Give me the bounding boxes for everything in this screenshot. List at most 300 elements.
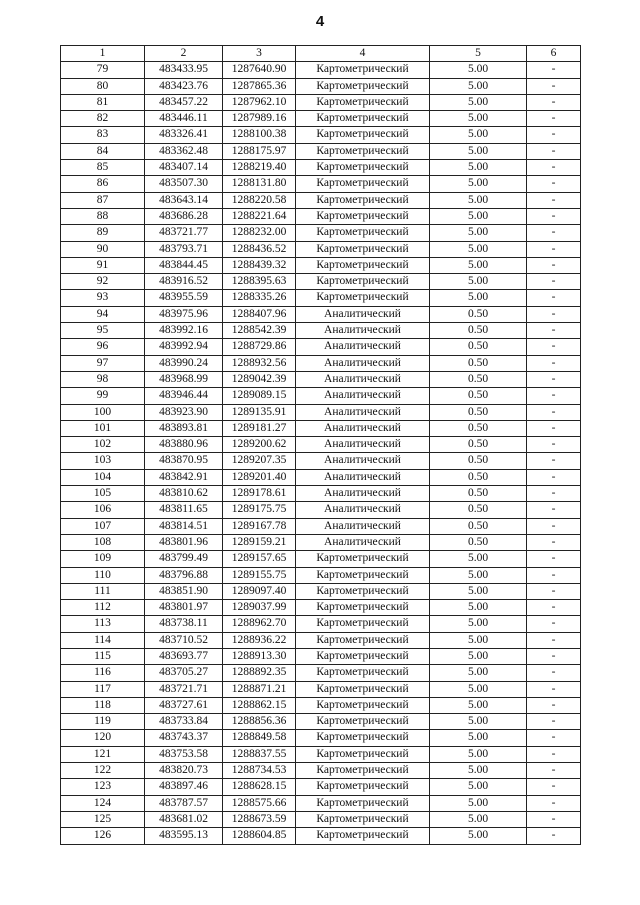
accuracy-cell: 0.50 [430,388,527,404]
description-cell: - [527,453,581,469]
method-cell: Картометрический [296,795,430,811]
header-cell-x-coordinate: 2 [145,46,223,62]
y-coordinate-cell: 1289157.65 [223,551,296,567]
table-row [61,469,581,485]
x-coordinate-cell: 483992.94 [145,339,223,355]
method-cell: Картометрический [296,94,430,110]
table-row [61,257,581,273]
table-row [61,730,581,746]
accuracy-cell: 5.00 [430,551,527,567]
accuracy-cell: 5.00 [430,111,527,127]
description-cell: - [527,257,581,273]
accuracy-cell: 5.00 [430,681,527,697]
accuracy-cell: 5.00 [430,763,527,779]
y-coordinate-cell: 1289097.40 [223,583,296,599]
description-cell: - [527,469,581,485]
point-number-cell: 118 [61,697,145,713]
point-number-cell: 114 [61,632,145,648]
table-row [61,714,581,730]
x-coordinate-cell: 483507.30 [145,176,223,192]
y-coordinate-cell: 1288734.53 [223,763,296,779]
accuracy-cell: 0.50 [430,404,527,420]
point-number-cell: 102 [61,437,145,453]
point-number-cell: 103 [61,453,145,469]
method-cell: Аналитический [296,371,430,387]
table-row [61,274,581,290]
point-number-cell: 85 [61,160,145,176]
table-row [61,763,581,779]
table-row [61,518,581,534]
table-row [61,127,581,143]
description-cell: - [527,111,581,127]
table-row [61,746,581,762]
method-cell: Аналитический [296,355,430,371]
description-cell: - [527,62,581,78]
accuracy-cell: 5.00 [430,600,527,616]
y-coordinate-cell: 1288100.38 [223,127,296,143]
y-coordinate-cell: 1288837.55 [223,746,296,762]
accuracy-cell: 0.50 [430,469,527,485]
accuracy-cell: 5.00 [430,160,527,176]
point-number-cell: 98 [61,371,145,387]
description-cell: - [527,632,581,648]
header-cell-accuracy: 5 [430,46,527,62]
table-row [61,339,581,355]
method-cell: Картометрический [296,78,430,94]
point-number-cell: 106 [61,502,145,518]
table-row [61,323,581,339]
method-cell: Аналитический [296,469,430,485]
y-coordinate-cell: 1289167.78 [223,518,296,534]
point-number-cell: 99 [61,388,145,404]
x-coordinate-cell: 483955.59 [145,290,223,306]
point-number-cell: 87 [61,192,145,208]
description-cell: - [527,746,581,762]
description-cell: - [527,681,581,697]
x-coordinate-cell: 483851.90 [145,583,223,599]
accuracy-cell: 5.00 [430,208,527,224]
description-cell: - [527,208,581,224]
y-coordinate-cell: 1288219.40 [223,160,296,176]
method-cell: Картометрический [296,143,430,159]
method-cell: Картометрический [296,632,430,648]
x-coordinate-cell: 483968.99 [145,371,223,387]
x-coordinate-cell: 483801.96 [145,534,223,550]
description-cell: - [527,486,581,502]
table-row [61,225,581,241]
description-cell: - [527,176,581,192]
x-coordinate-cell: 483595.13 [145,828,223,844]
y-coordinate-cell: 1288436.52 [223,241,296,257]
y-coordinate-cell: 1288892.35 [223,665,296,681]
point-number-cell: 125 [61,811,145,827]
y-coordinate-cell: 1288729.86 [223,339,296,355]
point-number-cell: 96 [61,339,145,355]
table-row [61,111,581,127]
accuracy-cell: 5.00 [430,795,527,811]
accuracy-cell: 5.00 [430,697,527,713]
table-row [61,583,581,599]
description-cell: - [527,730,581,746]
point-number-cell: 101 [61,420,145,436]
accuracy-cell: 5.00 [430,811,527,827]
y-coordinate-cell: 1288962.70 [223,616,296,632]
table-row [61,648,581,664]
table-row [61,632,581,648]
method-cell: Картометрический [296,697,430,713]
y-coordinate-cell: 1289159.21 [223,534,296,550]
accuracy-cell: 5.00 [430,290,527,306]
x-coordinate-cell: 483721.71 [145,681,223,697]
x-coordinate-cell: 483799.49 [145,551,223,567]
y-coordinate-cell: 1288131.80 [223,176,296,192]
point-number-cell: 84 [61,143,145,159]
description-cell: - [527,94,581,110]
x-coordinate-cell: 483362.48 [145,143,223,159]
method-cell: Картометрический [296,583,430,599]
method-cell: Аналитический [296,388,430,404]
x-coordinate-cell: 483990.24 [145,355,223,371]
method-cell: Картометрический [296,241,430,257]
description-cell: - [527,127,581,143]
point-number-cell: 90 [61,241,145,257]
x-coordinate-cell: 483916.52 [145,274,223,290]
description-cell: - [527,143,581,159]
x-coordinate-cell: 483811.65 [145,502,223,518]
y-coordinate-cell: 1288232.00 [223,225,296,241]
accuracy-cell: 5.00 [430,648,527,664]
accuracy-cell: 5.00 [430,62,527,78]
method-cell: Картометрический [296,746,430,762]
description-cell: - [527,714,581,730]
method-cell: Аналитический [296,420,430,436]
x-coordinate-cell: 483743.37 [145,730,223,746]
accuracy-cell: 0.50 [430,437,527,453]
x-coordinate-cell: 483433.95 [145,62,223,78]
table-row [61,371,581,387]
table-row [61,779,581,795]
table-header [61,46,581,62]
y-coordinate-cell: 1289042.39 [223,371,296,387]
y-coordinate-cell: 1289175.75 [223,502,296,518]
x-coordinate-cell: 483814.51 [145,518,223,534]
point-number-cell: 105 [61,486,145,502]
accuracy-cell: 5.00 [430,94,527,110]
y-coordinate-cell: 1289207.35 [223,453,296,469]
accuracy-cell: 5.00 [430,143,527,159]
accuracy-cell: 5.00 [430,583,527,599]
description-cell: - [527,795,581,811]
y-coordinate-cell: 1289200.62 [223,437,296,453]
point-number-cell: 80 [61,78,145,94]
accuracy-cell: 0.50 [430,518,527,534]
y-coordinate-cell: 1287865.36 [223,78,296,94]
description-cell: - [527,534,581,550]
method-cell: Картометрический [296,257,430,273]
description-cell: - [527,616,581,632]
method-cell: Картометрический [296,714,430,730]
table-row [61,143,581,159]
method-cell: Картометрический [296,730,430,746]
x-coordinate-cell: 483693.77 [145,648,223,664]
table-row [61,192,581,208]
table-row [61,176,581,192]
y-coordinate-cell: 1288221.64 [223,208,296,224]
x-coordinate-cell: 483801.97 [145,600,223,616]
header-cell-point-number: 1 [61,46,145,62]
accuracy-cell: 5.00 [430,828,527,844]
y-coordinate-cell: 1288604.85 [223,828,296,844]
accuracy-cell: 5.00 [430,225,527,241]
y-coordinate-cell: 1288862.15 [223,697,296,713]
description-cell: - [527,290,581,306]
description-cell: - [527,274,581,290]
y-coordinate-cell: 1289089.15 [223,388,296,404]
description-cell: - [527,551,581,567]
table-row [61,208,581,224]
method-cell: Картометрический [296,127,430,143]
x-coordinate-cell: 483897.46 [145,779,223,795]
accuracy-cell: 5.00 [430,176,527,192]
method-cell: Картометрический [296,160,430,176]
accuracy-cell: 5.00 [430,257,527,273]
header-cell-y-coordinate: 3 [223,46,296,62]
x-coordinate-cell: 483423.76 [145,78,223,94]
point-number-cell: 88 [61,208,145,224]
description-cell: - [527,404,581,420]
table-row [61,681,581,697]
table-row [61,420,581,436]
header-cell-method: 4 [296,46,430,62]
table-row [61,437,581,453]
point-number-cell: 116 [61,665,145,681]
x-coordinate-cell: 483727.61 [145,697,223,713]
y-coordinate-cell: 1288871.21 [223,681,296,697]
x-coordinate-cell: 483457.22 [145,94,223,110]
accuracy-cell: 0.50 [430,339,527,355]
description-cell: - [527,567,581,583]
description-cell: - [527,371,581,387]
x-coordinate-cell: 483326.41 [145,127,223,143]
method-cell: Аналитический [296,534,430,550]
method-cell: Аналитический [296,518,430,534]
method-cell: Картометрический [296,551,430,567]
description-cell: - [527,811,581,827]
table-row [61,811,581,827]
method-cell: Аналитический [296,437,430,453]
x-coordinate-cell: 483407.14 [145,160,223,176]
accuracy-cell: 5.00 [430,730,527,746]
point-number-cell: 113 [61,616,145,632]
point-number-cell: 94 [61,306,145,322]
table-row [61,404,581,420]
point-number-cell: 107 [61,518,145,534]
point-number-cell: 104 [61,469,145,485]
table-row [61,241,581,257]
accuracy-cell: 5.00 [430,241,527,257]
point-number-cell: 126 [61,828,145,844]
description-cell: - [527,600,581,616]
point-number-cell: 79 [61,62,145,78]
accuracy-cell: 0.50 [430,534,527,550]
x-coordinate-cell: 483446.11 [145,111,223,127]
x-coordinate-cell: 483710.52 [145,632,223,648]
x-coordinate-cell: 483686.28 [145,208,223,224]
x-coordinate-cell: 483753.58 [145,746,223,762]
table-row [61,600,581,616]
accuracy-cell: 0.50 [430,453,527,469]
method-cell: Картометрический [296,62,430,78]
table-row [61,290,581,306]
method-cell: Картометрический [296,600,430,616]
method-cell: Аналитический [296,404,430,420]
description-cell: - [527,697,581,713]
y-coordinate-cell: 1288936.22 [223,632,296,648]
point-number-cell: 92 [61,274,145,290]
description-cell: - [527,241,581,257]
coordinates-table [60,45,581,845]
accuracy-cell: 0.50 [430,502,527,518]
method-cell: Картометрический [296,274,430,290]
method-cell: Аналитический [296,486,430,502]
point-number-cell: 111 [61,583,145,599]
point-number-cell: 82 [61,111,145,127]
point-number-cell: 86 [61,176,145,192]
x-coordinate-cell: 483946.44 [145,388,223,404]
description-cell: - [527,339,581,355]
table-row [61,94,581,110]
accuracy-cell: 5.00 [430,616,527,632]
description-cell: - [527,323,581,339]
method-cell: Картометрический [296,208,430,224]
x-coordinate-cell: 483893.81 [145,420,223,436]
description-cell: - [527,665,581,681]
description-cell: - [527,388,581,404]
table-body [61,62,581,844]
accuracy-cell: 0.50 [430,420,527,436]
point-number-cell: 109 [61,551,145,567]
method-cell: Картометрический [296,828,430,844]
x-coordinate-cell: 483738.11 [145,616,223,632]
y-coordinate-cell: 1289135.91 [223,404,296,420]
table-row [61,616,581,632]
point-number-cell: 112 [61,600,145,616]
x-coordinate-cell: 483975.96 [145,306,223,322]
y-coordinate-cell: 1288395.63 [223,274,296,290]
x-coordinate-cell: 483643.14 [145,192,223,208]
method-cell: Аналитический [296,453,430,469]
y-coordinate-cell: 1288628.15 [223,779,296,795]
point-number-cell: 95 [61,323,145,339]
y-coordinate-cell: 1288439.32 [223,257,296,273]
y-coordinate-cell: 1288932.56 [223,355,296,371]
table-row [61,62,581,78]
table-row [61,453,581,469]
y-coordinate-cell: 1289037.99 [223,600,296,616]
y-coordinate-cell: 1288856.36 [223,714,296,730]
table-row [61,828,581,844]
y-coordinate-cell: 1288220.58 [223,192,296,208]
table-row [61,502,581,518]
description-cell: - [527,225,581,241]
point-number-cell: 117 [61,681,145,697]
y-coordinate-cell: 1289201.40 [223,469,296,485]
method-cell: Аналитический [296,323,430,339]
description-cell: - [527,763,581,779]
y-coordinate-cell: 1288913.30 [223,648,296,664]
description-cell: - [527,648,581,664]
table-row [61,697,581,713]
table-row [61,534,581,550]
x-coordinate-cell: 483796.88 [145,567,223,583]
x-coordinate-cell: 483793.71 [145,241,223,257]
method-cell: Аналитический [296,502,430,518]
description-cell: - [527,306,581,322]
description-cell: - [527,192,581,208]
description-cell: - [527,828,581,844]
x-coordinate-cell: 483844.45 [145,257,223,273]
method-cell: Картометрический [296,811,430,827]
point-number-cell: 89 [61,225,145,241]
method-cell: Картометрический [296,779,430,795]
table-row [61,795,581,811]
y-coordinate-cell: 1287640.90 [223,62,296,78]
x-coordinate-cell: 483810.62 [145,486,223,502]
table-row [61,665,581,681]
x-coordinate-cell: 483923.90 [145,404,223,420]
method-cell: Картометрический [296,290,430,306]
table-row [61,78,581,94]
point-number-cell: 120 [61,730,145,746]
point-number-cell: 83 [61,127,145,143]
accuracy-cell: 5.00 [430,779,527,795]
table-row [61,486,581,502]
accuracy-cell: 5.00 [430,127,527,143]
x-coordinate-cell: 483880.96 [145,437,223,453]
x-coordinate-cell: 483820.73 [145,763,223,779]
accuracy-cell: 5.00 [430,632,527,648]
y-coordinate-cell: 1288175.97 [223,143,296,159]
point-number-cell: 93 [61,290,145,306]
method-cell: Картометрический [296,225,430,241]
accuracy-cell: 5.00 [430,78,527,94]
table-row [61,567,581,583]
method-cell: Картометрический [296,567,430,583]
description-cell: - [527,518,581,534]
point-number-cell: 100 [61,404,145,420]
point-number-cell: 97 [61,355,145,371]
y-coordinate-cell: 1288673.59 [223,811,296,827]
method-cell: Картометрический [296,681,430,697]
x-coordinate-cell: 483705.27 [145,665,223,681]
method-cell: Картометрический [296,648,430,664]
y-coordinate-cell: 1287962.10 [223,94,296,110]
method-cell: Аналитический [296,306,430,322]
method-cell: Картометрический [296,665,430,681]
x-coordinate-cell: 483721.77 [145,225,223,241]
table-row [61,388,581,404]
point-number-cell: 115 [61,648,145,664]
x-coordinate-cell: 483842.91 [145,469,223,485]
point-number-cell: 122 [61,763,145,779]
y-coordinate-cell: 1288542.39 [223,323,296,339]
table-row [61,160,581,176]
accuracy-cell: 5.00 [430,714,527,730]
header-row [61,46,581,62]
method-cell: Картометрический [296,763,430,779]
x-coordinate-cell: 483870.95 [145,453,223,469]
description-cell: - [527,779,581,795]
